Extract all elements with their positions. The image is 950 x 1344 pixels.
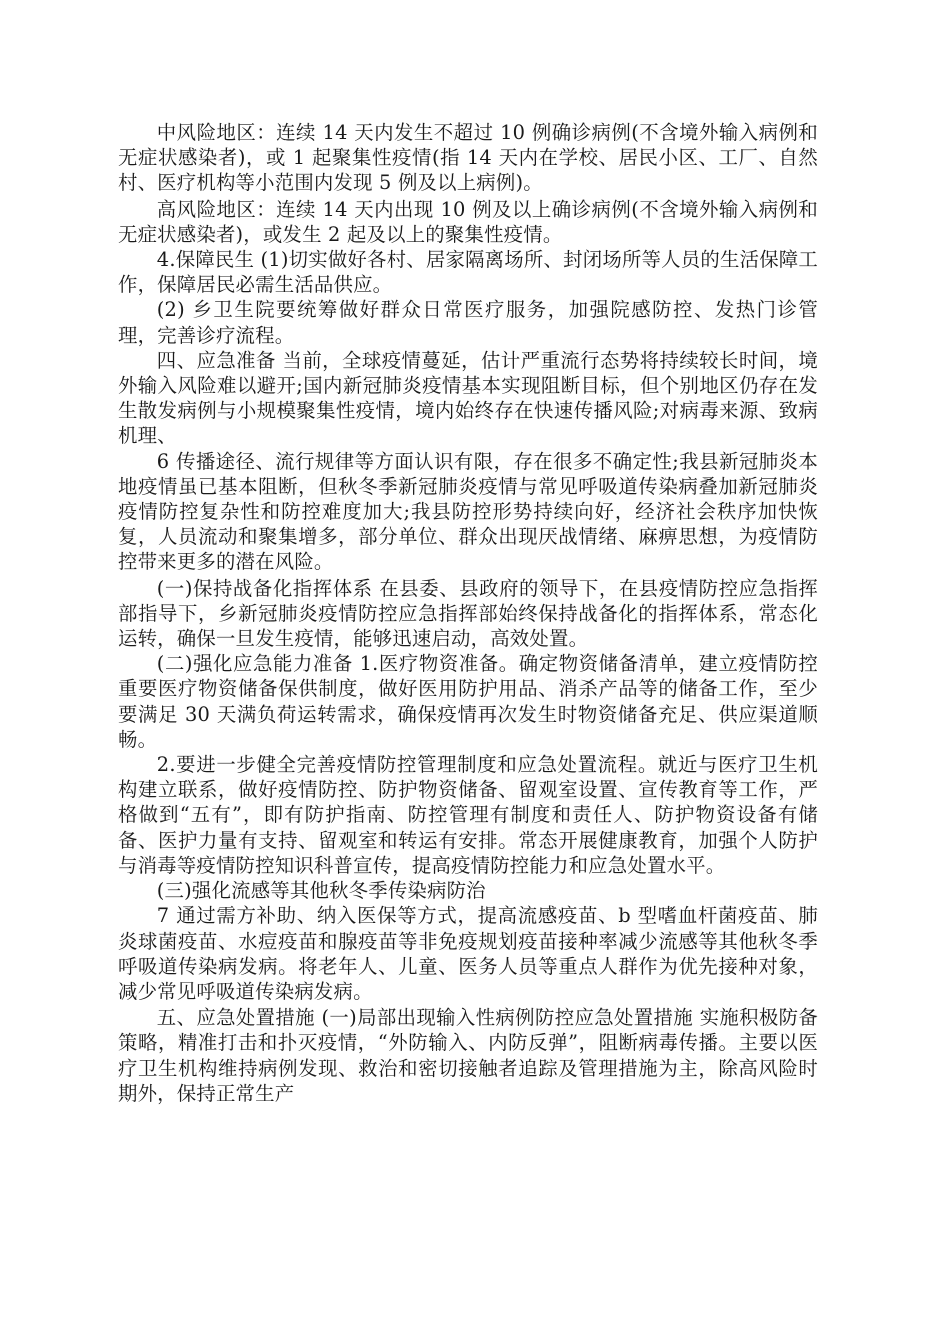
paragraph-medium-risk: 中风险地区：连续 14 天内发生不超过 10 例确诊病例(不含境外输入病例和无症状感染者)，或 1 起聚集性疫情(指 14 天内在学校、居民小区、工厂、自然村、医疗机构等小范围内发现 5 例及以上病例)。: [118, 121, 818, 195]
paragraph-response-measures: 五、应急处置措施 (一)局部出现输入性病例防控应急处置措施 实施积极防备策略，精准打击和扑灭疫情，“外防输入、内防反弹”，阻断病毒传播。主要以医疗卫生机构维持病例发现、救治和密切接触者追踪及管理措施为主，除高风险时期外，保持正常生产: [118, 1006, 818, 1105]
paragraph-capacity-preparation: (二)强化应急能力准备 1.医疗物资准备。确定物资储备清单，建立疫情防控重要医疗物资储备保供制度，做好医用防护用品、消杀产品等的储备工作，至少要满足 30 天满负荷运转需求，确保疫情再次发生时物资储备充足、供应渠道顺畅。: [118, 652, 818, 751]
paragraph-command-system: (一)保持战备化指挥体系 在县委、县政府的领导下，在县疫情防控应急指挥部指导下，乡新冠肺炎疫情防控应急指挥部始终保持战备化的指挥体系，常态化运转，确保一旦发生疫情，能够迅速启动，高效处置。: [118, 576, 818, 651]
paragraph-management-system: 2.要进一步健全完善疫情防控管理制度和应急处置流程。就近与医疗卫生机构建立联系，做好疫情防控、防护物资储备、留观室设置、宣传教育等工作，严格做到“五有”，即有防护指南、防控管理有制度和责任人、防护物资设备有储备、医护力量有支持、留观室和转运有安排。常态开展健康教育，加强个人防护与消毒等疫情防控知识科普宣传，提高疫情防控能力和应急处置水平。: [118, 753, 818, 877]
paragraph-high-risk: 高风险地区：连续 14 天内出现 10 例及以上确诊病例(不含境外输入病例和无症状感染者)，或发生 2 起及以上的聚集性疫情。: [118, 197, 818, 246]
paragraph-flu-prevention-heading: (三)强化流感等其他秋冬季传染病防治: [156, 879, 486, 903]
paragraph-emergency-preparation: 四、应急准备 当前，全球疫情蔓延，估计严重流行态势将持续较长时间，境外输入风险难以避开;国内新冠肺炎疫情基本实现阻断目标，但个别地区仍存在发生散发病例与小规模聚集性疫情，境内始终存在快速传播风险;对病毒来源、致病机理、: [118, 348, 818, 448]
document-page: [118, 120, 818, 1106]
paragraph-transmission-route: 6 传播途径、流行规律等方面认识有限，存在很多不确定性;我县新冠肺炎本地疫情虽已基本阻断，但秋冬季新冠肺炎疫情与常见呼吸道传染病叠加新冠肺炎疫情防控复杂性和防控难度加大;我县防控形势持续向好，经济社会秩序加快恢复，人员流动和聚集增多，部分单位、群众出现厌战情绪、麻痹思想，为疫情防控带来更多的潜在风险。: [118, 449, 818, 574]
paragraph-vaccination: 7 通过需方补助、纳入医保等方式，提高流感疫苗、b 型嗜血杆菌疫苗、肺炎球菌疫苗、水痘疫苗和腺疫苗等非免疫规划疫苗接种率减少流感等其他秋冬季呼吸道传染病发病。将老年人、儿童、医务人员等重点人群作为优先接种对象，减少常见呼吸道传染病发病。: [118, 904, 818, 1003]
paragraph-health-center: (2) 乡卫生院要统筹做好群众日常医疗服务，加强院感防控、发热门诊管理，完善诊疗流程。: [118, 298, 818, 347]
paragraph-livelihood: 4.保障民生 (1)切实做好各村、居家隔离场所、封闭场所等人员的生活保障工作，保障居民必需生活品供应。: [118, 248, 818, 297]
